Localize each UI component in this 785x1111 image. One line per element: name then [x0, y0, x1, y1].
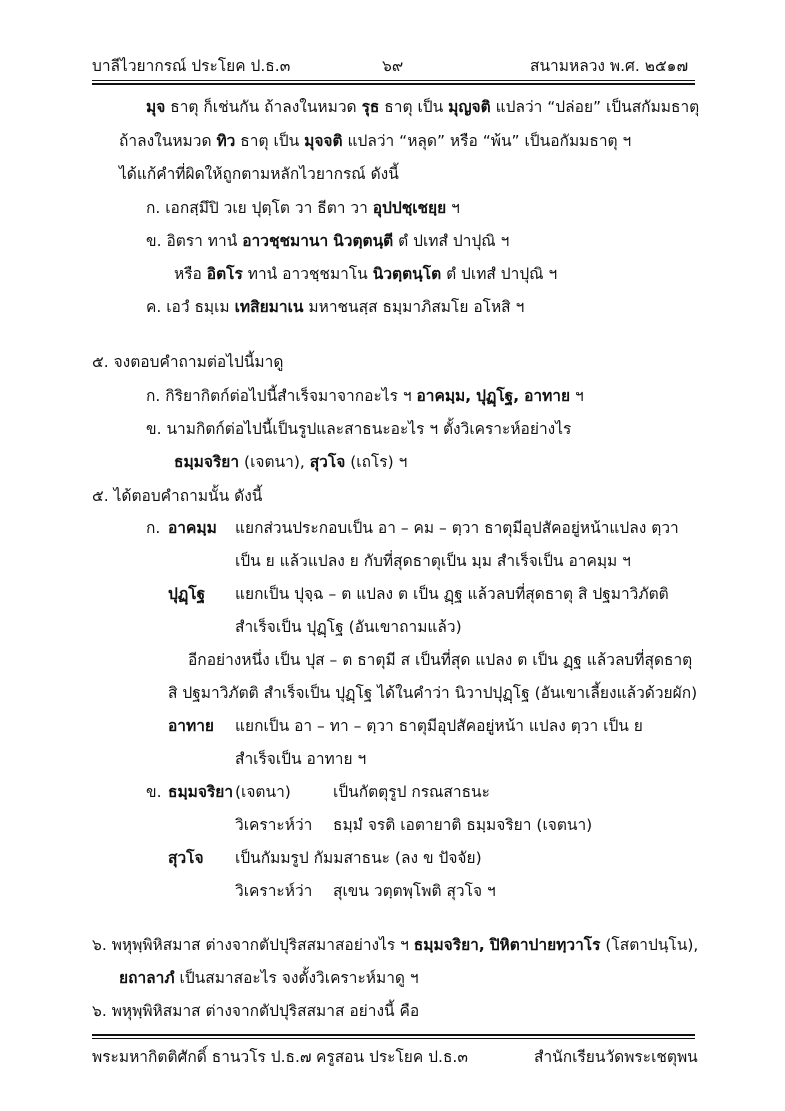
answer-text: แยกเป็น อา – ทา – ตฺวา ธาตุมีอุปสัคอยู่หน้า แปลง ตฺวา เป็น ย — [235, 717, 643, 735]
term-puttho: ปุฏฺโฐ, — [476, 387, 520, 405]
header-rule-thin — [92, 80, 695, 81]
term-avajjamana: อาวชฺชมานา — [242, 232, 329, 250]
answer-5-heading: ๕. ได้ตอบคำถามนั้น ดังนี้ — [92, 487, 263, 505]
term-nivattanto: นิวตฺตนฺโต — [372, 265, 442, 283]
answer-text: อีกอย่างหนึ่ง เป็น ปุส – ต ธาตุมี ส เป็นที่สุด แปลง ต เป็น ฏฺฐ แล้วลบที่สุดธาตุ — [188, 651, 693, 669]
intro-line-1 — [146, 97, 699, 117]
correction-text: ข. อิตรา ทานํ — [146, 232, 243, 250]
correction-kho — [146, 297, 524, 317]
correction-text: ก. เอกสฺมึปิ วเย ปุตฺโต วา ธีตา วา — [146, 199, 373, 217]
intro-text: ถ้าลงในหมวด — [119, 132, 217, 150]
term-dhammacariya: ธมฺมจริยา, — [413, 936, 485, 954]
term-muncati: มุญจติ — [448, 98, 491, 116]
correction-text: ค. เอวํ ธมฺเม — [146, 298, 235, 316]
correction-ka — [146, 198, 460, 218]
term-pihitapayadvaro: ปิหิตาปายทฺวาโร — [489, 936, 601, 954]
answer-6-line-1: ๖. พหุพฺพิหิสมาส ต่างจากตัปปุริสสมาส อย่างนี้ คือ — [92, 1002, 420, 1020]
intro-text: ธาตุ เป็น — [379, 98, 449, 116]
answer-term-dhammacariya: ธมฺมจริยา — [168, 783, 234, 801]
correction-text: หรือ — [174, 265, 207, 283]
term-dhammacariya: ธมฺมจริยา — [174, 453, 240, 471]
question-text: (โสตาปนฺโน), — [600, 936, 699, 954]
intro-line-2 — [119, 131, 631, 151]
answer-text: สิ ปฐมาวิภัตติ สำเร็จเป็น ปุฏฺโฐ ได้ในคำว่า นิวาปปุฏฺโฐ (อันเขาเลี้ยงแล้วด้วยผัก) — [168, 684, 698, 702]
question-5-ka — [146, 386, 584, 406]
footer-left: พระมหากิตติศักดิ์ ธานวโร ป.ธ.๗ — [92, 1048, 312, 1066]
correction-text: ทานํ อาวชฺชมาโน — [242, 265, 373, 283]
intro-text: แปลว่า “ปล่อย” เป็นสกัมมธาตุ — [490, 98, 700, 116]
term-muccati: มุจจติ — [304, 132, 343, 150]
answer-text: แยกเป็น ปุจฺฉ – ต แปลง ต เป็น ฏฺฐ แล้วลบที่สุดธาตุ สิ ปฐมาวิภัตติ — [235, 585, 669, 603]
term-adaya: อาทาย — [524, 387, 571, 405]
question-5-kha-terms — [174, 452, 407, 472]
term-suvaco: สุวโจ — [309, 453, 346, 471]
question-5-kha: ข. นามกิตก์ต่อไปนี้เป็นรูปและสาธนะอะไร ฯ ตั้งวิเคราะห์อย่างไร — [146, 420, 572, 438]
question-6-line-2 — [119, 968, 419, 988]
correction-text: ตํ ปเทสํ ปาปุณิ ฯ — [441, 265, 558, 283]
analysis-label: วิเคราะห์ว่า — [235, 816, 313, 834]
header-right: สนามหลวง พ.ศ. ๒๕๑๗ — [530, 57, 689, 75]
intro-text: ธาตุ ก็เช่นกัน ถ้าลงในหมวด — [165, 98, 362, 116]
term-uppajjeyya: อุปปชฺเชยฺย — [372, 199, 447, 217]
header-left: บาลีไวยากรณ์ ประโยค ป.ธ.๓ — [92, 57, 291, 75]
question-5-heading: ๕. จงตอบคำถามต่อไปนี้มาดู — [92, 353, 284, 371]
term-agamma: อาคมฺม, — [416, 387, 472, 405]
answer-text: สำเร็จเป็น ปุฏฺโฐ (อันเขาถามแล้ว) — [235, 618, 462, 636]
correction-kha-alt — [174, 264, 557, 284]
intro-line-3: ได้แก้คำที่ผิดให้ถูกตามหลักไวยากรณ์ ดังนี้ — [119, 165, 399, 183]
answer-text: เป็นกัมมรูป กัมมสาธนะ (ลง ข ปัจจัย) — [235, 849, 482, 867]
question-6-line-1 — [92, 935, 698, 955]
answer-5-kha-marker: ข. — [146, 783, 162, 801]
page-number: ๖๙ — [382, 57, 404, 75]
question-text: ๖. พหุพฺพิหิสมาส ต่างจากตัปปุริสสมาสอย่างไร ฯ — [92, 936, 414, 954]
answer-text: เป็น ย แล้วแปลง ย กับที่สุดธาตุเป็น มฺม สำเร็จเป็น อาคมฺม ฯ — [235, 552, 631, 570]
footer-center: ครูสอน ประโยค ป.ธ.๓ — [316, 1048, 468, 1066]
question-text: เป็นสมาสอะไร จงตั้งวิเคราะห์มาดู ฯ — [174, 969, 419, 987]
term-muc: มุจ — [146, 98, 166, 116]
answer-term-adaya: อาทาย — [168, 717, 215, 735]
analysis-label: วิเคราะห์ว่า — [235, 882, 313, 900]
answer-text: (เจตนา) — [235, 783, 291, 801]
answer-text: แยกส่วนประกอบเป็น อา – คม – ตฺวา ธาตุมีอุปสัคอยู่หน้าแปลง ตฺวา — [235, 519, 679, 537]
term-div: ทิว — [216, 132, 236, 150]
footer-right: สำนักเรียนวัดพระเชตุพน — [534, 1048, 698, 1066]
answer-term-agamma: อาคมฺม — [168, 519, 217, 537]
answer-text: สำเร็จเป็น อาทาย ฯ — [235, 750, 367, 768]
question-text: ฯ — [570, 387, 584, 405]
question-text: (เจตนา), — [239, 453, 310, 471]
question-text: (เถโร) ฯ — [345, 453, 408, 471]
correction-kha — [146, 231, 509, 251]
answer-5-ka-marker: ก. — [146, 519, 161, 537]
intro-text: แปลว่า “หลุด” หรือ “พ้น” เป็นอกัมมธาตุ ฯ — [342, 132, 632, 150]
term-itaro: อิตโร — [206, 265, 243, 283]
analysis-text: สุเขน วตฺตพฺโพติ สุวโจ ฯ — [333, 882, 496, 900]
term-yathalabham: ยถาลาภํ — [119, 969, 175, 987]
header-rule-thick — [92, 83, 695, 85]
answer-text: เป็นกัตตุรูป กรณสาธนะ — [333, 783, 490, 801]
correction-text: ฯ — [446, 199, 460, 217]
correction-text: มหาชนสฺส ธมฺมาภิสมโย อโหสิ ฯ — [303, 298, 525, 316]
answer-term-suvaco: สุวโจ — [168, 849, 204, 867]
answer-term-puttho: ปุฏฺโฐ — [168, 585, 206, 603]
correction-text: ตํ ปเทสํ ปาปุณิ ฯ — [393, 232, 510, 250]
term-desiyamane: เทสิยมาเน — [234, 298, 304, 316]
term-rudh: รุธ — [361, 98, 380, 116]
footer-rule-thick — [92, 1034, 695, 1036]
intro-text: ธาตุ เป็น — [235, 132, 305, 150]
footer-rule-thin — [92, 1038, 695, 1039]
question-text: ก. กิริยากิตก์ต่อไปนี้สำเร็จมาจากอะไร ฯ — [146, 387, 417, 405]
term-nivattanti: นิวตฺตนฺตี — [333, 232, 394, 250]
analysis-text: ธมฺมํ จรติ เอตายาติ ธมฺมจริยา (เจตนา) — [333, 816, 593, 834]
